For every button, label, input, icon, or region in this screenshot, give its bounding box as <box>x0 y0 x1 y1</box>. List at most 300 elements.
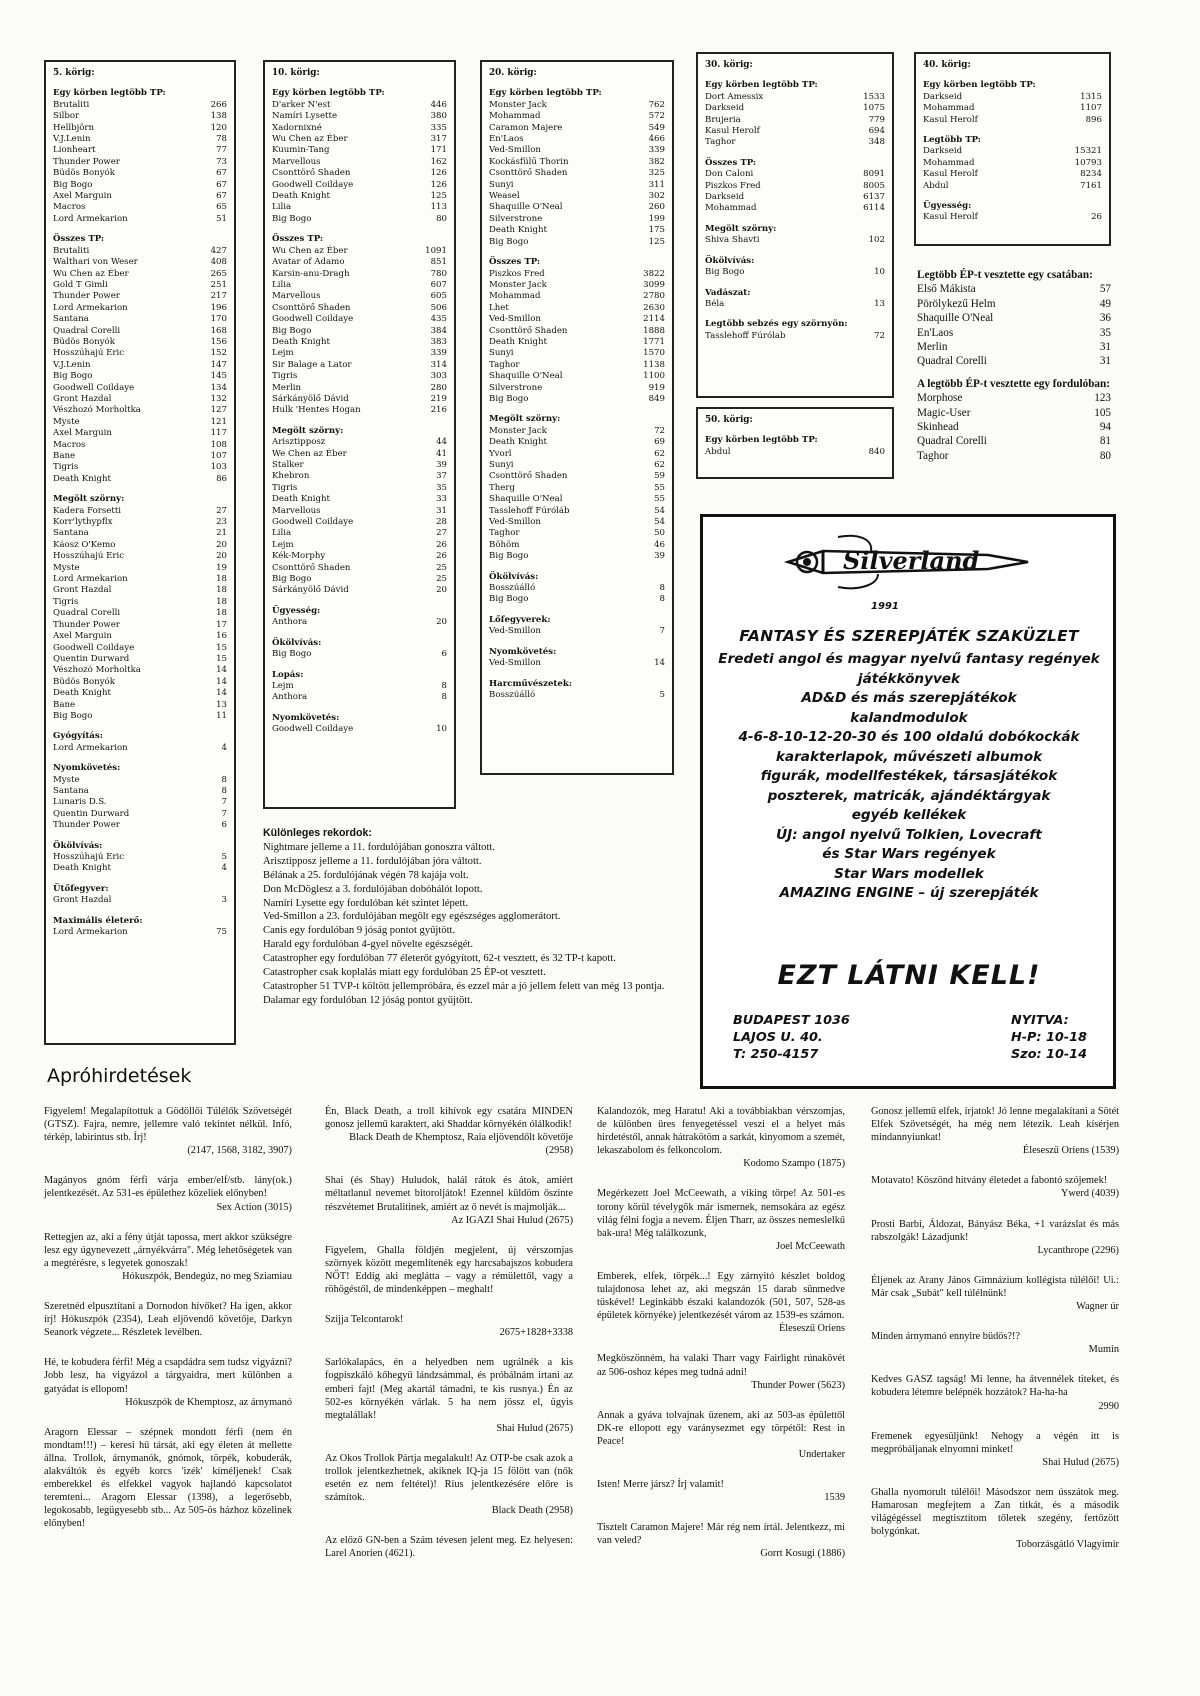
stat-value: 780 <box>430 268 447 279</box>
stat-value: 14 <box>216 676 227 687</box>
stat-name: Merlin <box>917 341 948 354</box>
stat-value: 219 <box>430 393 447 404</box>
stat-value: 311 <box>648 179 665 190</box>
stat-section <box>272 426 447 597</box>
stat-row <box>53 654 227 665</box>
stat-value: 607 <box>430 279 447 290</box>
stat-value: 3099 <box>643 279 665 290</box>
stat-row <box>53 517 227 528</box>
classified-text: Motavato! Köszönd hitvány életedet a fabontó szójemek! <box>871 1175 1108 1187</box>
ad-line: ÚJ: angol nyelvű Tolkien, Lovecraft <box>776 826 1042 843</box>
classified-signature: Shai Hulud (2675) <box>496 1422 573 1434</box>
stat-row <box>53 809 227 820</box>
stat-heading: Megölt szörny: <box>272 425 344 436</box>
stat-row <box>489 426 665 437</box>
stat-row <box>53 202 227 213</box>
stat-heading: Összes TP: <box>272 234 324 245</box>
stat-row <box>705 235 885 246</box>
stat-row <box>489 460 665 471</box>
stat-row <box>489 371 665 382</box>
stat-name: Tasslehoff Fúrólab <box>705 330 786 341</box>
classified-ad <box>597 1409 845 1461</box>
stat-value: 50 <box>654 528 665 539</box>
stat-row <box>917 420 1111 434</box>
classifieds-column <box>597 1105 845 1578</box>
stat-value: 31 <box>436 505 447 516</box>
stat-section <box>705 158 885 215</box>
stat-row <box>705 126 885 137</box>
stat-name: Bane <box>53 451 76 461</box>
stat-row <box>272 617 447 628</box>
stat-value: 849 <box>648 393 665 404</box>
stat-row <box>489 449 665 460</box>
stat-value: 69 <box>654 437 665 448</box>
stat-name: Sárkányölő Dávid <box>272 393 349 404</box>
stat-name: Pörölykezű Helm <box>917 297 996 310</box>
stat-row <box>272 145 447 156</box>
stat-name: Quadral Corelli <box>917 355 987 368</box>
stat-row <box>272 303 447 314</box>
stat-name: Gront Hazdal <box>53 393 112 404</box>
stat-name: D'arker N'est <box>272 99 331 110</box>
stat-value: 28 <box>436 517 447 528</box>
stat-row <box>53 417 227 428</box>
stat-value: 25 <box>436 574 447 585</box>
classified-ad <box>44 1356 292 1408</box>
stat-row <box>53 214 227 225</box>
classified-text: Rettegjen az, aki a fény útját tapossa, mert akkor szükségre lesz egy úgynevezett „árnyékvárra". Még lehetőségetek van a megtérésre, s legyetek gonoszak! <box>44 1231 292 1269</box>
stat-name: Santana <box>53 528 89 539</box>
classified-ad <box>871 1218 1119 1257</box>
stat-row <box>705 181 885 192</box>
classified-text: Shai (és Shay) Huludok, halál rátok és átok, amiért méltatlanul nevemet bitoroljátok! Ezennel küldöm őszinte részvétemet Brutalitinek, amiért az ő nevét is majmolják... <box>325 1175 573 1213</box>
record-line: Catastropher csak koplalás miatt egy fordulóban 25 ÉP-ot vesztett. <box>263 967 546 979</box>
box-sections <box>705 80 885 342</box>
stat-row <box>272 314 447 325</box>
hours-line: H-P: 10-18 <box>1011 1030 1087 1045</box>
stat-value: 86 <box>216 473 227 484</box>
stat-row <box>489 483 665 494</box>
stat-value: 145 <box>210 371 227 382</box>
stat-value: 67 <box>216 179 227 190</box>
stat-name: Khebron <box>272 471 310 482</box>
stat-name: Kockásfülű Thorin <box>489 156 569 167</box>
stat-name: Sunyi <box>489 179 514 190</box>
stat-name: Morphose <box>917 392 963 405</box>
stat-heading: Egy körben legtöbb TP: <box>53 88 166 99</box>
stat-value: 44 <box>436 437 447 448</box>
stat-value: 147 <box>210 359 227 370</box>
classifieds-column <box>44 1105 292 1547</box>
stat-name: Macros <box>53 439 86 450</box>
stat-row <box>272 649 447 660</box>
stat-value: 18 <box>216 585 227 596</box>
stat-row <box>53 123 227 134</box>
classified-text: Figyelem! Megalapítottuk a Gödöllői Túlélők Szövetségét (GTSZ). Fajra, nemre, jellemre való tekintet nélkül. Infó, térkép, labirintus stb. Írj! <box>44 1106 292 1144</box>
ad-line: kalandmodulok <box>850 709 968 726</box>
stat-name: Lord Armekarion <box>53 927 128 938</box>
stat-name: Piszkos Fred <box>489 268 545 279</box>
stat-row <box>53 631 227 642</box>
stat-value: 13 <box>216 699 227 710</box>
stat-row <box>489 494 665 505</box>
classified-ad <box>44 1105 292 1157</box>
stat-row <box>53 326 227 337</box>
stat-row <box>53 474 227 485</box>
stat-name: Skinhead <box>917 421 959 434</box>
stat-name: Monster Jack <box>489 279 547 290</box>
stat-name: Mohammad <box>923 103 975 114</box>
stats-box-round-5 <box>44 60 236 1045</box>
stat-value: 49 <box>1099 297 1111 310</box>
stat-value: 138 <box>210 111 227 122</box>
stat-section <box>489 257 665 405</box>
stat-name: Mohammad <box>489 291 541 302</box>
stat-row <box>272 337 447 348</box>
stat-name: Silbor <box>53 111 80 122</box>
stat-row <box>489 314 665 325</box>
stat-row <box>705 103 885 114</box>
stat-section <box>53 234 227 485</box>
classified-text: Annak a gyáva tolvajnak üzenem, aki az 503-as épülettől DK-re ellopott egy varánysezmet egy törpétől: Rest in Peace! <box>597 1409 845 1447</box>
special-records <box>263 827 683 1008</box>
stat-row <box>53 280 227 291</box>
stat-name: Shaquille O'Neal <box>489 371 563 382</box>
record-line: Harald egy fordulóban 4-gyel növelte egészségét. <box>263 939 474 951</box>
stat-row <box>917 282 1111 296</box>
stat-name: Tigris <box>53 596 79 607</box>
stat-name: Big Bogo <box>53 179 93 190</box>
stat-row <box>53 895 227 906</box>
stat-row <box>53 927 227 938</box>
stat-row <box>272 191 447 202</box>
stat-row <box>272 517 447 528</box>
stat-name: Big Bogo <box>489 551 529 562</box>
stat-row <box>489 291 665 302</box>
stat-name: Lhet <box>489 302 509 313</box>
stat-row <box>489 123 665 134</box>
stat-row <box>53 180 227 191</box>
stat-value: 779 <box>868 114 885 125</box>
stat-value: 7 <box>659 626 665 637</box>
box-sections <box>923 80 1102 223</box>
stat-name: Kasul Herolf <box>705 126 760 137</box>
stat-value: 199 <box>648 213 665 224</box>
stat-row <box>917 326 1111 340</box>
classified-text: Emberek, elfek, törpék...! Egy zárnyitó készlet boldog tulajdonosa lehet az, aki megszán 15 darab sünmedve tüskével! Leginkább északi kalandozók (501, 507, 528-as épületek környéke) jelentkezését várom az 1539-es számon. <box>597 1270 845 1322</box>
stat-name: Taghor <box>705 137 736 148</box>
stat-row <box>53 246 227 257</box>
classified-ad <box>325 1356 573 1435</box>
box-sections <box>489 88 665 701</box>
stat-name: Büdös Bonyók <box>53 168 115 179</box>
stat-value: 5 <box>221 852 227 862</box>
stat-section <box>489 572 665 606</box>
stat-name: V.J.Lenin <box>53 134 91 145</box>
classified-ad <box>44 1174 292 1213</box>
stat-row <box>705 267 885 278</box>
stat-row <box>272 506 447 517</box>
ad-slogan: EZT LÁTNI KELL! <box>777 960 1041 991</box>
classified-signature: Black Death (2958) <box>491 1505 573 1517</box>
stat-name: Namíri Lysette <box>272 111 338 122</box>
stat-value: 21 <box>216 528 227 539</box>
stat-section <box>489 647 665 670</box>
stat-row <box>272 214 447 225</box>
stat-name: Csonttörő Shaden <box>489 471 568 482</box>
stat-name: Tigris <box>272 371 298 382</box>
stat-name: Kadera Forsetti <box>53 505 122 516</box>
stat-name: Don Caloni <box>705 169 754 180</box>
stat-row <box>489 191 665 202</box>
stat-name: Walthari von Weser <box>53 257 138 268</box>
stat-heading: Összes TP: <box>489 257 541 268</box>
stat-row <box>489 383 665 394</box>
stat-value: 6137 <box>863 192 885 203</box>
stat-name: Brutaliti <box>53 99 90 110</box>
stat-row <box>705 299 885 310</box>
stat-row <box>53 852 227 863</box>
ad-line: játékkönyvek <box>857 670 961 687</box>
stat-value: 35 <box>436 482 447 493</box>
stat-name: Big Bogo <box>272 574 312 585</box>
stat-value: 266 <box>210 99 227 110</box>
stat-value: 171 <box>430 145 447 156</box>
classified-signature: Mumin <box>1088 1344 1119 1356</box>
stat-heading: Egy körben legtöbb TP: <box>923 80 1036 91</box>
stat-name: Tigris <box>272 482 298 493</box>
stat-value: 156 <box>210 336 227 347</box>
stat-value: 39 <box>654 551 665 562</box>
stats-box-round-30 <box>696 52 894 398</box>
stat-row <box>53 620 227 631</box>
stat-value: 840 <box>868 446 885 457</box>
stat-value: 55 <box>654 482 665 493</box>
stat-value: 8 <box>659 594 665 605</box>
stat-value: 123 <box>1094 392 1111 405</box>
stat-value: 3 <box>221 895 227 906</box>
stat-value: 36 <box>1099 312 1111 325</box>
stat-value: 62 <box>654 460 665 470</box>
stat-row <box>53 360 227 371</box>
stat-row <box>489 360 665 371</box>
classified-ad <box>325 1313 573 1339</box>
stat-row <box>705 92 885 103</box>
stat-value: 1075 <box>863 103 885 114</box>
stat-name: Shiva Shavti <box>705 235 760 246</box>
stat-row <box>272 100 447 111</box>
stat-name: Első Mákista <box>917 283 976 296</box>
stat-heading: Lopás: <box>272 669 304 680</box>
stat-row <box>489 168 665 179</box>
stat-row <box>53 700 227 711</box>
stat-name: Myste <box>53 416 80 427</box>
stat-row <box>53 462 227 473</box>
stat-name: Big Bogo <box>272 325 312 336</box>
stat-row <box>489 111 665 122</box>
ad-line: AMAZING ENGINE – új szerepjáték <box>779 885 1039 901</box>
ad-line: és Star Wars regények <box>822 846 996 862</box>
stat-row <box>53 348 227 359</box>
stat-name: Big Bogo <box>489 236 529 247</box>
stat-name: Piszkos Fred <box>705 180 761 191</box>
stat-name: Stalker <box>272 460 304 470</box>
stat-row <box>53 743 227 754</box>
stat-row <box>489 237 665 248</box>
stat-name: Quadral Corelli <box>53 608 121 619</box>
stat-value: 1138 <box>643 359 665 370</box>
stat-row <box>923 212 1102 223</box>
classified-ad <box>597 1521 845 1560</box>
special-records-title: Különleges rekordok: <box>263 827 372 839</box>
stat-value: 1315 <box>1080 91 1102 102</box>
stat-name: Marvellous <box>272 505 321 516</box>
classified-text: Ghalla nyomorult túlélői! Másodszor nem ússzátok meg. Hamarosan megfejtem a Zan titkát, és a második világégéssel megtisztítom tőletek szegény, fertőzött bolygónkat. <box>871 1486 1119 1538</box>
classified-signature: Joel McCeewath <box>776 1240 845 1252</box>
stat-name: Thunder Power <box>53 291 120 302</box>
stat-value: 14 <box>654 658 665 669</box>
classified-ad <box>44 1426 292 1531</box>
stat-heading: Összes TP: <box>53 234 105 245</box>
stat-section <box>705 256 885 279</box>
stat-value: 15321 <box>1074 146 1102 157</box>
stat-name: Brujeria <box>705 114 741 125</box>
classified-signature: Gorrt Kosugi (1886) <box>760 1548 845 1560</box>
stat-name: Bane <box>53 699 76 710</box>
stat-row <box>705 203 885 214</box>
stat-name: Goodwell Coildaye <box>272 517 354 528</box>
stat-value: 20 <box>436 617 447 628</box>
stat-name: Goodwell Coildaye <box>272 724 354 735</box>
stat-value: 339 <box>430 348 447 359</box>
stat-row <box>705 447 885 458</box>
stat-value: 26 <box>436 551 447 562</box>
stat-value: 13 <box>874 298 885 309</box>
stat-value: 4 <box>221 863 227 874</box>
stat-value: 427 <box>210 245 227 256</box>
classified-text: Hé, te kobudera férfi! Még a csapdádra sem tudsz vigyázni? Jobb lesz, ha vigyázol a tárgyaidra, mert különben a gatyádat is ellopom! <box>44 1357 292 1395</box>
stat-row <box>489 394 665 405</box>
stat-row <box>923 146 1102 157</box>
stat-name: Goodwell Coildaye <box>53 642 135 653</box>
stat-row <box>272 326 447 337</box>
stat-row <box>923 158 1102 169</box>
stat-name: En'Laos <box>917 326 954 339</box>
stat-row <box>923 181 1102 192</box>
stat-name: Csonttörő Shaden <box>272 562 351 573</box>
stat-row <box>53 191 227 202</box>
stat-value: 132 <box>210 393 227 404</box>
stat-section <box>272 88 447 225</box>
stat-row <box>53 451 227 462</box>
stat-value: 7161 <box>1080 180 1102 191</box>
stat-value: 168 <box>210 325 227 336</box>
stat-name: Lord Armekarion <box>53 302 128 313</box>
stat-value: 59 <box>654 471 665 482</box>
stat-name: Darkseid <box>705 103 745 114</box>
stat-name: Kasul Herolf <box>923 114 978 125</box>
stat-heading: Egy körben legtöbb TP: <box>272 88 385 99</box>
stat-value: 46 <box>654 539 665 550</box>
special-records-list <box>263 841 683 1008</box>
box-sections <box>705 435 885 458</box>
classified-ad <box>597 1270 845 1335</box>
stat-value: 1888 <box>643 325 665 336</box>
stat-name: Csonttörő Shaden <box>272 302 351 313</box>
ad-lines <box>713 650 1105 904</box>
stat-value: 31 <box>1099 355 1111 368</box>
stat-row <box>53 711 227 722</box>
stat-value: 572 <box>648 111 665 122</box>
stat-name: Ved-Smillon <box>489 145 541 156</box>
stat-section <box>489 88 665 248</box>
stat-value: 134 <box>210 382 227 393</box>
classified-ad <box>871 1430 1119 1469</box>
stat-value: 762 <box>648 99 665 110</box>
stat-name: Goodwell Coildaye <box>53 382 135 393</box>
stat-name: Quentin Durward <box>53 808 130 819</box>
stat-value: 8091 <box>863 169 885 180</box>
stat-name: Tasslehoff Fúróláb <box>489 505 570 516</box>
stat-value: 549 <box>648 122 665 133</box>
stat-value: 54 <box>654 517 665 528</box>
stat-name: Büdös Bonyók <box>53 676 115 687</box>
stat-row <box>272 405 447 416</box>
stat-name: Lionheart <box>53 145 96 156</box>
stat-value: 348 <box>868 137 885 148</box>
stat-value: 35 <box>1099 326 1111 339</box>
stat-row <box>489 626 665 637</box>
stat-value: 217 <box>210 291 227 302</box>
stat-value: 6114 <box>863 203 885 214</box>
stat-value: 72 <box>654 425 665 436</box>
classifieds-column <box>325 1105 573 1578</box>
stat-row <box>489 280 665 291</box>
classified-signature: (2147, 1568, 3182, 3907) <box>187 1145 292 1157</box>
classified-text: Az előző GN-ben a Szám tévesen jelent meg. Ez helyesen: Larel Anorien (4621). <box>325 1535 573 1560</box>
classified-signature: Toborzásgátló Vlagyimir <box>1016 1539 1119 1551</box>
stat-value: 280 <box>430 382 447 393</box>
lost-ep-battle-heading: Legtöbb ÉP-t vesztette egy csatában: <box>917 269 1093 281</box>
stat-section <box>923 80 1102 126</box>
stat-name: Anthora <box>272 617 308 628</box>
stat-value: 81 <box>1099 435 1111 448</box>
stat-name: Ved-Smillon <box>489 626 541 637</box>
stat-name: Kasul Herolf <box>923 169 978 180</box>
stat-row <box>705 331 885 342</box>
stat-name: Xadornixné <box>272 122 322 133</box>
stat-heading: Ökölvívás: <box>272 637 322 648</box>
stat-value: 51 <box>216 213 227 224</box>
stat-row <box>489 214 665 225</box>
record-line: Nightmare jelleme a 11. fordulójában gonoszra váltott. <box>263 841 496 853</box>
stat-name: Big Bogo <box>53 710 93 721</box>
classified-signature: Kodomo Szampo (1875) <box>743 1158 845 1170</box>
stat-row <box>272 681 447 692</box>
stat-row <box>489 348 665 359</box>
stat-row <box>53 528 227 539</box>
stat-row <box>923 115 1102 126</box>
stat-section <box>705 224 885 247</box>
stat-value: 23 <box>216 517 227 528</box>
stat-section <box>53 841 227 875</box>
stat-name: Macros <box>53 202 86 213</box>
stat-section <box>53 916 227 939</box>
classified-signature: Sex Action (3015) <box>216 1201 292 1213</box>
stat-section <box>923 201 1102 224</box>
stat-name: Monster Jack <box>489 99 547 110</box>
classified-signature: Wagner úr <box>1076 1301 1119 1313</box>
